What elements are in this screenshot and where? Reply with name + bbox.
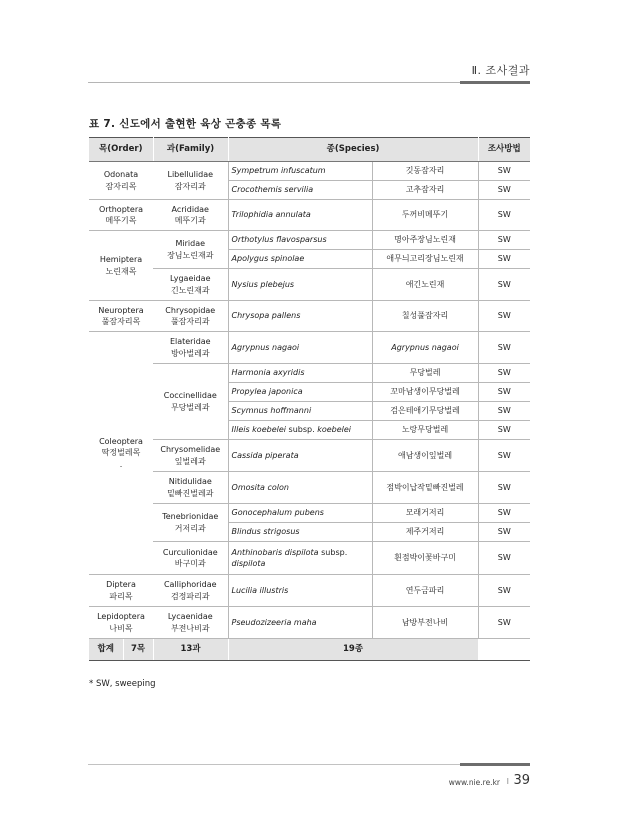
table-row (89, 542, 530, 575)
family-cell (153, 542, 228, 575)
korean-name: 점박이납작밑빠진벌레 (372, 472, 478, 504)
table-row (89, 472, 530, 504)
korean-name: 연두금파리 (372, 575, 478, 607)
sci-rank: subsp. (318, 547, 348, 557)
header-species: 종(Species) (228, 138, 478, 162)
total-label: 합계 (89, 639, 123, 661)
sci-genus-species: Anthinobaris dispilota (231, 547, 319, 557)
korean-name: 두꺼비메뚜기 (372, 200, 478, 231)
footnote: * SW, sweeping (89, 679, 156, 689)
family-korean: 거저리과 (174, 523, 206, 533)
stray-mark: . (119, 459, 123, 469)
korean-name: 꼬마남생이무당벌레 (372, 383, 478, 402)
footer-separator: I (506, 777, 509, 786)
total-row (89, 639, 530, 661)
korean-name: 남방부전나비 (372, 607, 478, 639)
korean-name: 제주거저리 (372, 523, 478, 542)
family-cell (153, 301, 228, 332)
header-family: 과(Family) (153, 138, 228, 162)
order-cell (89, 607, 153, 639)
family-korean: 검정파리과 (170, 591, 210, 601)
survey-method: SW (478, 472, 530, 504)
scientific-name: Gonocephalum pubens (228, 504, 372, 523)
total-families: 13과 (153, 639, 228, 661)
scientific-name: Scymnus hoffmanni (228, 402, 372, 421)
korean-name: 검은테애기무당벌레 (372, 402, 478, 421)
family-cell (153, 440, 228, 472)
scientific-name: Agrypnus nagaoi (228, 332, 372, 364)
scientific-name: Orthotylus flavosparsus (228, 231, 372, 250)
korean-name: Agrypnus nagaoi (372, 332, 478, 364)
survey-method: SW (478, 332, 530, 364)
scientific-name: Propylea japonica (228, 383, 372, 402)
scientific-name: Crocothemis servilia (228, 181, 372, 200)
table-row (89, 504, 530, 523)
family-latin: Chrysopidae (165, 305, 216, 315)
survey-method: SW (478, 575, 530, 607)
section-header: Ⅱ. 조사결과 (471, 64, 530, 77)
order-cell (89, 162, 153, 200)
survey-method: SW (478, 440, 530, 472)
table-row (89, 301, 530, 332)
header-order: 목(Order) (89, 138, 153, 162)
survey-method: SW (478, 364, 530, 383)
korean-name: 고추잠자리 (372, 181, 478, 200)
family-korean: 장님노린재과 (167, 250, 214, 260)
order-latin: Coleoptera (99, 437, 143, 447)
order-cell (89, 332, 153, 575)
family-korean: 긴노린재과 (170, 285, 210, 295)
total-orders: 7목 (123, 639, 153, 661)
order-latin: Neuroptera (98, 305, 144, 315)
family-cell (153, 332, 228, 364)
survey-method: SW (478, 200, 530, 231)
family-cell (153, 162, 228, 200)
insect-species-table (89, 137, 530, 661)
footer-url: www.nie.re.kr (448, 778, 500, 787)
sci-genus-species: Illeis koebelei (231, 425, 286, 435)
scientific-name (228, 542, 372, 575)
family-korean: 방아벌레과 (170, 348, 210, 358)
header-method: 조사방법 (478, 138, 530, 162)
survey-method: SW (478, 542, 530, 575)
family-latin: Coccinellidae (163, 391, 217, 401)
family-korean: 바구미과 (174, 559, 206, 568)
table-row (89, 364, 530, 383)
order-korean: 노린재목 (105, 266, 137, 276)
scientific-name: Omosita colon (228, 472, 372, 504)
survey-method: SW (478, 301, 530, 332)
survey-method: SW (478, 383, 530, 402)
table-row (89, 440, 530, 472)
family-latin: Miridae (175, 239, 206, 249)
sci-subspecies: dispilota (231, 559, 266, 568)
family-latin: Elateridae (169, 337, 211, 347)
scientific-name: Blindus strigosus (228, 523, 372, 542)
order-korean: 풀잠자리목 (101, 317, 141, 326)
family-latin: Libellulidae (167, 170, 214, 180)
total-species: 19종 (228, 639, 478, 661)
family-latin: Lycaenidae (167, 612, 213, 622)
order-latin: Diptera (106, 580, 136, 590)
table-header-row (89, 138, 530, 162)
table-title: 표 7. 신도에서 출현한 육상 곤충종 목록 (89, 118, 282, 130)
family-korean: 부전나비과 (170, 623, 210, 633)
family-latin: Curculionidae (162, 547, 218, 557)
scientific-name: Pseudozizeeria maha (228, 607, 372, 639)
family-cell (153, 504, 228, 542)
scientific-name (228, 421, 372, 440)
total-method-empty (478, 639, 530, 661)
table-row (89, 162, 530, 181)
survey-method: SW (478, 181, 530, 200)
table-row (89, 607, 530, 639)
family-cell (153, 200, 228, 231)
order-latin: Lepidoptera (97, 612, 145, 622)
family-korean: 무당벌레과 (170, 402, 210, 412)
family-latin: Tenebrionidae (162, 512, 219, 522)
korean-name: 칠성풀잠자리 (372, 301, 478, 332)
family-korean: 잠자리과 (174, 181, 206, 191)
order-latin: Odonata (103, 170, 139, 180)
family-cell (153, 575, 228, 607)
page-number: 39 (513, 773, 530, 788)
korean-name: 모래거저리 (372, 504, 478, 523)
order-latin: Hemiptera (99, 255, 143, 265)
survey-method: SW (478, 607, 530, 639)
family-latin: Calliphoridae (163, 580, 217, 590)
table-row (89, 200, 530, 231)
family-cell (153, 472, 228, 504)
scientific-name: Lucilia illustris (228, 575, 372, 607)
korean-name: 애남생이잎벌레 (372, 440, 478, 472)
korean-name: 명아주장님노린재 (372, 231, 478, 250)
scientific-name: Chrysopa pallens (228, 301, 372, 332)
family-cell (153, 607, 228, 639)
order-korean: 잠자리목 (105, 181, 137, 191)
family-cell (153, 364, 228, 440)
order-korean: 메뚜기목 (105, 216, 137, 225)
table-row (89, 269, 530, 301)
order-cell (89, 575, 153, 607)
family-latin: Acrididae (171, 204, 209, 214)
sci-rank: subsp. (286, 425, 318, 435)
family-latin: Nitidulidae (168, 477, 212, 487)
order-cell (89, 231, 153, 301)
family-cell (153, 231, 228, 269)
order-korean: 파리목 (109, 591, 133, 601)
scientific-name: Harmonia axyridis (228, 364, 372, 383)
order-latin: Orthoptera (99, 204, 144, 214)
scientific-name: Trilophidia annulata (228, 200, 372, 231)
korean-name: 애무늬고리장님노린재 (372, 250, 478, 269)
survey-method: SW (478, 231, 530, 250)
korean-name: 깃동잠자리 (372, 162, 478, 181)
survey-method: SW (478, 504, 530, 523)
korean-name: 애긴노린재 (372, 269, 478, 301)
header-rule-accent (460, 81, 530, 84)
survey-method: SW (478, 421, 530, 440)
korean-name: 무당벌레 (372, 364, 478, 383)
sci-subspecies: koebelei (317, 425, 352, 435)
survey-method: SW (478, 523, 530, 542)
survey-method: SW (478, 250, 530, 269)
table-row (89, 332, 530, 364)
family-korean: 밑빠진벌레과 (167, 488, 214, 498)
survey-method: SW (478, 269, 530, 301)
footer-rule-accent (460, 763, 530, 766)
scientific-name: Cassida piperata (228, 440, 372, 472)
table-row (89, 231, 530, 250)
family-korean: 잎벌레과 (174, 456, 206, 466)
family-latin: Chrysomelidae (160, 445, 221, 455)
family-cell (153, 269, 228, 301)
table-row (89, 575, 530, 607)
korean-name: 흰점박이꽃바구미 (372, 542, 478, 575)
order-korean: 딱정벌레목 (101, 448, 141, 458)
family-korean: 풀잠자리과 (170, 317, 210, 326)
survey-method: SW (478, 402, 530, 421)
family-korean: 메뚜기과 (174, 216, 206, 225)
scientific-name: Sympetrum infuscatum (228, 162, 372, 181)
order-korean: 나비목 (109, 623, 133, 633)
order-cell (89, 200, 153, 231)
survey-method: SW (478, 162, 530, 181)
order-cell (89, 301, 153, 332)
korean-name: 노랑무당벌레 (372, 421, 478, 440)
scientific-name: Nysius plebejus (228, 269, 372, 301)
scientific-name: Apolygus spinolae (228, 250, 372, 269)
family-latin: Lygaeidae (170, 274, 211, 284)
